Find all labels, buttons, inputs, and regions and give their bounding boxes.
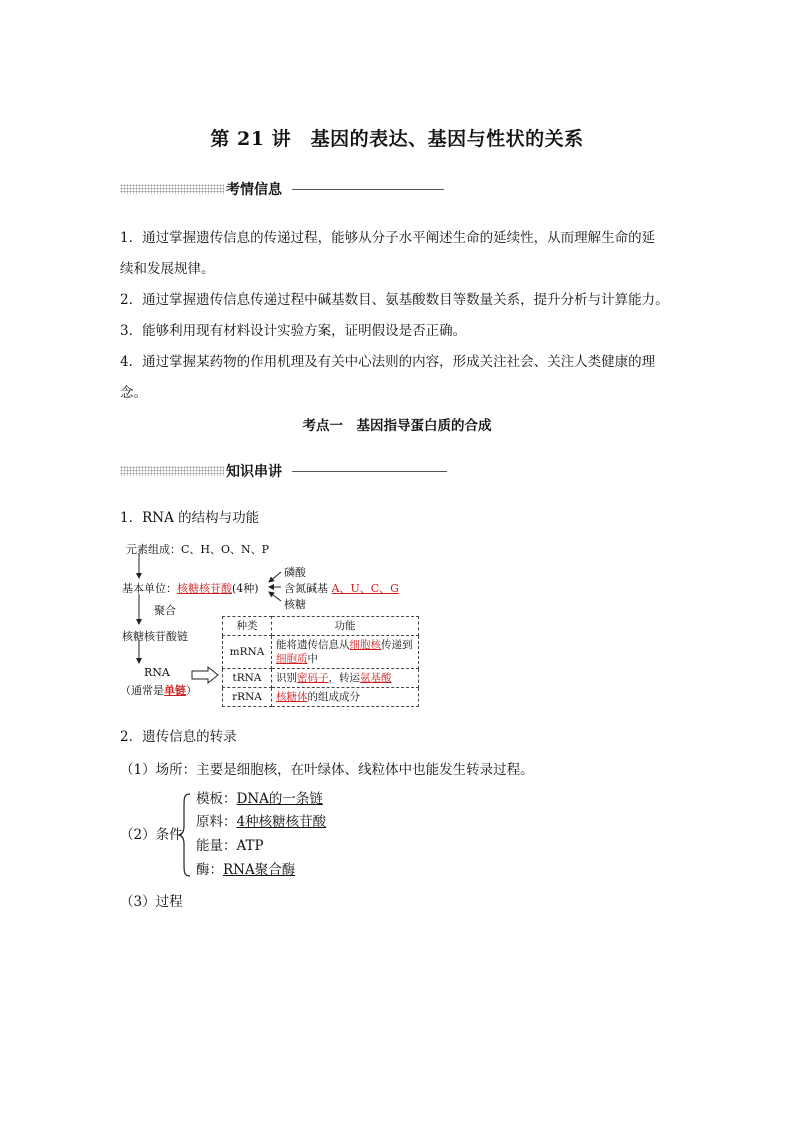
- brace-icon: [178, 792, 192, 878]
- nitrogen-base: [284, 580, 399, 596]
- ribose: 核糖: [284, 598, 306, 611]
- polymerize-label: 聚合: [154, 604, 176, 617]
- rrna-function: 核糖体的组成成分: [272, 688, 419, 707]
- trna-function: 识别密码子，转运氨基酸: [272, 669, 419, 688]
- exam-point-1-line1: 1．通过掌握遗传信息的传递过程，能够从分子水平阐述生命的延续性，从而理解生命的延: [120, 230, 656, 246]
- usual-prefix: （通常是: [120, 684, 164, 697]
- trna-name: tRNA: [223, 669, 272, 688]
- header-kind: 种类: [223, 617, 272, 636]
- condition-template: 模板：DNA的一条链: [196, 791, 323, 807]
- header-function: 功能: [272, 617, 419, 636]
- transcription-process: （3）过程: [120, 894, 183, 910]
- rna-function-table: [222, 616, 419, 707]
- mrna-function: 能将遗传信息从细胞核传递到 细胞质中: [272, 636, 419, 669]
- double-arrow-icon: [192, 667, 218, 683]
- transcription-heading: 2．遗传信息的转录: [120, 729, 237, 745]
- rna-elements: 元素组成：C、H、O、N、P: [126, 543, 270, 556]
- base-prefix: 含氮碱基: [284, 582, 328, 595]
- section-header-exam-info: [120, 180, 450, 198]
- unit-value: 核糖核苷酸: [177, 582, 232, 595]
- exam-point-4-line1: 4．通过掌握某药物的作用机理及有关中心法则的内容，形成关注社会、关注人类健康的理: [120, 354, 656, 370]
- condition-enzyme: 酶：RNA聚合酶: [196, 862, 296, 878]
- exam-point-4-line2: 念。: [120, 385, 147, 401]
- table-row: [223, 669, 419, 688]
- usual-value: 单链: [164, 684, 186, 697]
- unit-prefix: 基本单位：: [122, 582, 177, 595]
- rna-basic-unit: [122, 580, 259, 596]
- condition-energy: 能量：ATP: [196, 838, 264, 854]
- base-value: A、U、C、G: [331, 582, 399, 595]
- subtitle: 考点一 基因指导蛋白质的合成: [302, 418, 492, 434]
- dotted-bar: [120, 184, 224, 194]
- exam-point-2: 2．通过掌握遗传信息传递过程中碱基数目、氨基酸数目等数量关系，提升分析与计算能力。: [120, 292, 669, 308]
- rna-usual: [120, 682, 197, 698]
- usual-suffix: ）: [186, 684, 197, 697]
- nucleotide-chain: 核糖核苷酸链: [122, 630, 188, 643]
- rna-heading: 1．RNA 的结构与功能: [120, 510, 260, 526]
- exam-point-1-line2: 续和发展规律。: [120, 261, 215, 277]
- table-header-row: [223, 617, 419, 636]
- exam-point-3: 3．能够利用现有材料设计实验方案，证明假设是否正确。: [120, 323, 467, 339]
- rrna-name: rRNA: [223, 688, 272, 707]
- section-rule: [292, 189, 444, 190]
- section-label: 知识串讲: [226, 464, 282, 480]
- mrna-name: mRNA: [223, 636, 272, 669]
- dotted-bar: [120, 466, 224, 476]
- condition-material: 原料：4种核糖核苷酸: [196, 814, 327, 830]
- unit-suffix: (4种): [232, 582, 259, 595]
- section-rule: [292, 471, 447, 472]
- table-row: [223, 688, 419, 707]
- rna-diagram: [118, 536, 428, 716]
- rna-label: RNA: [144, 666, 170, 679]
- page-title: 第 21 讲 基因的表达、基因与性状的关系: [210, 128, 584, 150]
- condition-label: （2）条件: [120, 827, 183, 843]
- transcription-site: （1）场所：主要是细胞核，在叶绿体、线粒体中也能发生转录过程。: [120, 762, 534, 778]
- section-label: 考情信息: [226, 182, 282, 198]
- table-row: [223, 636, 419, 669]
- phosphate: 磷酸: [284, 566, 306, 579]
- section-header-knowledge: [120, 462, 450, 480]
